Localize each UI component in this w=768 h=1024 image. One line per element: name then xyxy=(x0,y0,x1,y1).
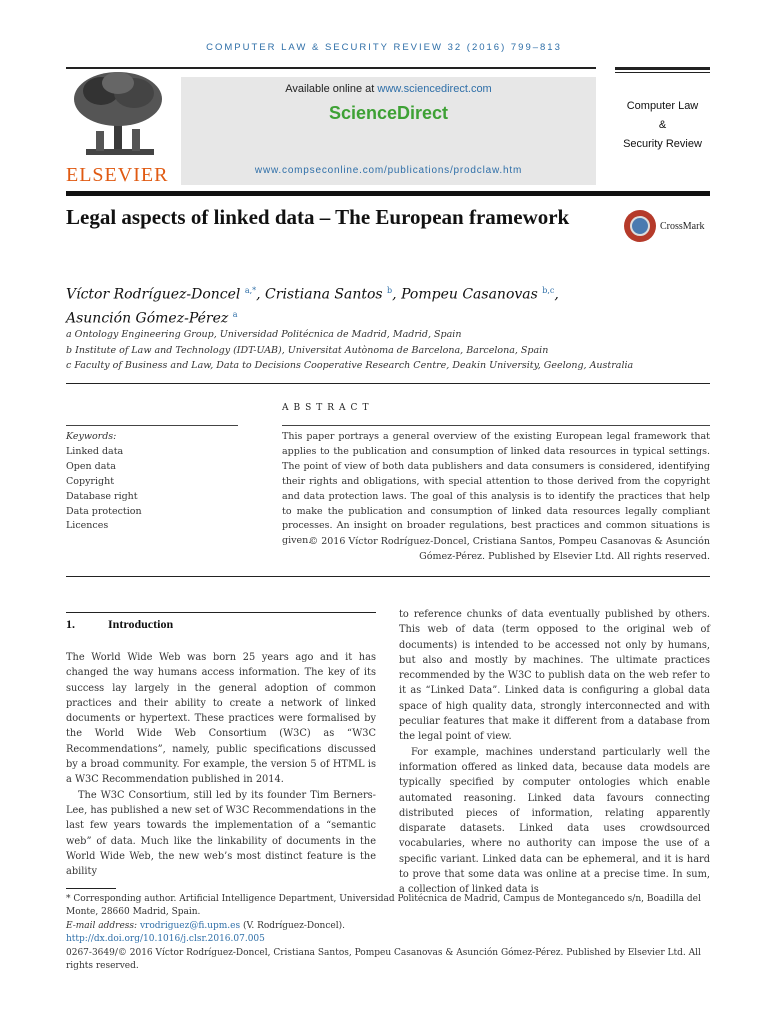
crossmark-label: CrossMark xyxy=(660,221,705,232)
keyword-item: Linked data xyxy=(66,445,124,457)
author-affil-marker[interactable]: a,* xyxy=(244,286,257,295)
body-column-right xyxy=(399,607,710,898)
corresponding-author-note: * Corresponding author. Artificial Intelligence Department, Universidad Politécnica de Madrid, Campus de Montegancedo s/n, Boadilla del Monte, 28660 Madrid, Spain. xyxy=(66,894,701,918)
paper-title: Legal aspects of linked data – The European framework xyxy=(66,205,570,229)
crossmark-icon xyxy=(624,210,656,242)
body-paragraph: The W3C Consortium, still led by its founder Tim Berners-Lee, has published a new set of W3C Recommendations in the last few years towards the implementation of a “semantic web” of data. Much like the linkability of documents in the World Wide Web, the new web’s most distinct feature is the ability xyxy=(66,789,376,878)
email-label: E-mail address: xyxy=(66,920,140,931)
author-name: Cristiana Santos xyxy=(265,286,383,303)
affiliation-item: b Institute of Law and Technology (IDT-UAB), Universitat Autònoma de Barcelona, Barcelona, Spain xyxy=(66,344,549,356)
section-title: Introduction xyxy=(108,617,174,631)
author-name: Víctor Rodríguez-Doncel xyxy=(66,286,241,303)
author-affil-marker[interactable]: a xyxy=(232,309,238,319)
body-paragraph: For example, machines understand particularly well the information offered as linked data, because data models are typically specified by computer ontologies which enable automated reasoning. Linked data favours connecting distributed pieces of information, relating apparently disparate datasets. Linked data uses crowdsourced vocabularies, where no authority can impose the use of a specific variant. Linked data can be ephemeral, and it is hard to prove that some data was online at a precise time. In sum, a collection of linked data is xyxy=(399,746,710,896)
affiliations xyxy=(66,327,706,374)
journal-title-line: Computer Law xyxy=(626,100,699,112)
keyword-item: Copyright xyxy=(66,475,115,487)
doi-link[interactable]: http://dx.doi.org/10.1016/j.clsr.2016.07.005 xyxy=(66,934,265,945)
author-separator: , xyxy=(256,286,266,303)
body-paragraph: to reference chunks of data eventually published by others. This web of data (term opposed to the original web of documents) is intended to be accessed not only by humans, but also and mostly by machines. The ultimate practices recommended by the W3C to publish data on the web refer to it as “Linked Data”. Linked data is configuring a global data space of high quality data, strongly interconnected and with peculiar features that make it different from a database from the legal point of view. xyxy=(399,609,710,743)
section-heading xyxy=(66,617,173,632)
title-rule xyxy=(66,191,710,196)
author-name: Pompeu Casanovas xyxy=(401,286,538,303)
keyword-item: Licences xyxy=(66,520,109,532)
author-separator: , xyxy=(392,286,402,303)
keywords-block xyxy=(66,430,238,534)
journal-title-line: Security Review xyxy=(623,138,702,150)
section-number: 1. xyxy=(66,617,75,631)
author-separator: , xyxy=(554,286,559,303)
sciencedirect-link[interactable]: www.sciencedirect.com xyxy=(377,83,492,95)
journal-title-line: & xyxy=(658,119,667,131)
footnotes xyxy=(66,893,710,973)
abstract-rule xyxy=(282,425,710,426)
body-paragraph: The World Wide Web was born 25 years ago and it has changed the way humans access information. The key of its success lay largely in the general adoption of common practices and their ability to create a network of linked documents or hypertext. These practices were formalised by the World Wide Web Consortium (W3C) as “W3C Recommendations”, namely, public specifications discussed by a broad community. For example, the version 5 of HTML is a W3C Recommendation published in 2014. xyxy=(66,652,376,786)
abstract-text: This paper portrays a general overview of the existing European legal framework that applies to the publication and consumption of linked data resources in typical settings. The point of view of both data publishers and data consumers is considered, identifying their rights and obligations, with special attention to those derived from the copyright and data protection laws. The goal of this analysis is to identify the practices that help to make the publication and consumption of linked data resources legally compliant processes. An insight on broader regulations, best practices and common situations is given. xyxy=(282,431,710,547)
author-list xyxy=(66,281,626,328)
keyword-item: Data protection xyxy=(66,505,142,517)
section-heading-rule xyxy=(66,612,376,613)
sciencedirect-logo: ScienceDirect xyxy=(328,103,449,123)
author-name: Asunción Gómez-Pérez xyxy=(66,310,229,327)
affiliation-item: c Faculty of Business and Law, Data to Decisions Cooperative Research Centre, Deakin University, Geelong, Australia xyxy=(66,360,634,371)
affiliation-item: a Ontology Engineering Group, Universidad Politécnica de Madrid, Madrid, Spain xyxy=(66,329,462,340)
section-rule xyxy=(66,383,710,384)
abstract-heading: ABSTRACT xyxy=(282,403,374,413)
rights-note: 0267-3649/© 2016 Víctor Rodríguez-Doncel, Cristiana Santos, Pompeu Casanovas & Asunción Gómez-Pérez. Published by Elsevier Ltd. All rights reserved. xyxy=(66,947,701,972)
email-note xyxy=(66,920,710,933)
footnote-rule xyxy=(66,888,116,889)
author-affil-marker[interactable]: b,c xyxy=(542,286,555,295)
email-suffix: (V. Rodríguez-Doncel). xyxy=(240,920,345,931)
available-online-line xyxy=(181,83,596,95)
keywords-label: Keywords: xyxy=(66,431,117,442)
section-rule xyxy=(66,576,710,577)
abstract-copyright: © 2016 Víctor Rodríguez-Doncel, Cristiana Santos, Pompeu Casanovas & Asunción Gómez-Pérez. Published by Elsevier Ltd. All rights reserved. xyxy=(308,536,710,562)
journal-running-header: COMPUTER LAW & SECURITY REVIEW 32 (2016) 799–813 xyxy=(206,42,562,53)
keywords-rule xyxy=(66,425,238,426)
keyword-item: Database right xyxy=(66,490,138,502)
journal-rule xyxy=(615,67,710,70)
keyword-item: Open data xyxy=(66,460,116,472)
body-column-left xyxy=(66,650,376,879)
journal-rule-thin xyxy=(615,72,710,73)
available-prefix: Available online at xyxy=(285,83,378,95)
journal-title-block xyxy=(615,97,710,154)
author-affil-marker[interactable]: b xyxy=(387,286,393,295)
email-link[interactable]: vrodriguez@fi.upm.es xyxy=(139,920,241,931)
journal-homepage-link[interactable]: www.compseconline.com/publications/prodclaw.htm xyxy=(254,165,523,176)
crossmark-badge[interactable] xyxy=(624,210,714,246)
elsevier-wordmark: ELSEVIER xyxy=(66,164,169,186)
